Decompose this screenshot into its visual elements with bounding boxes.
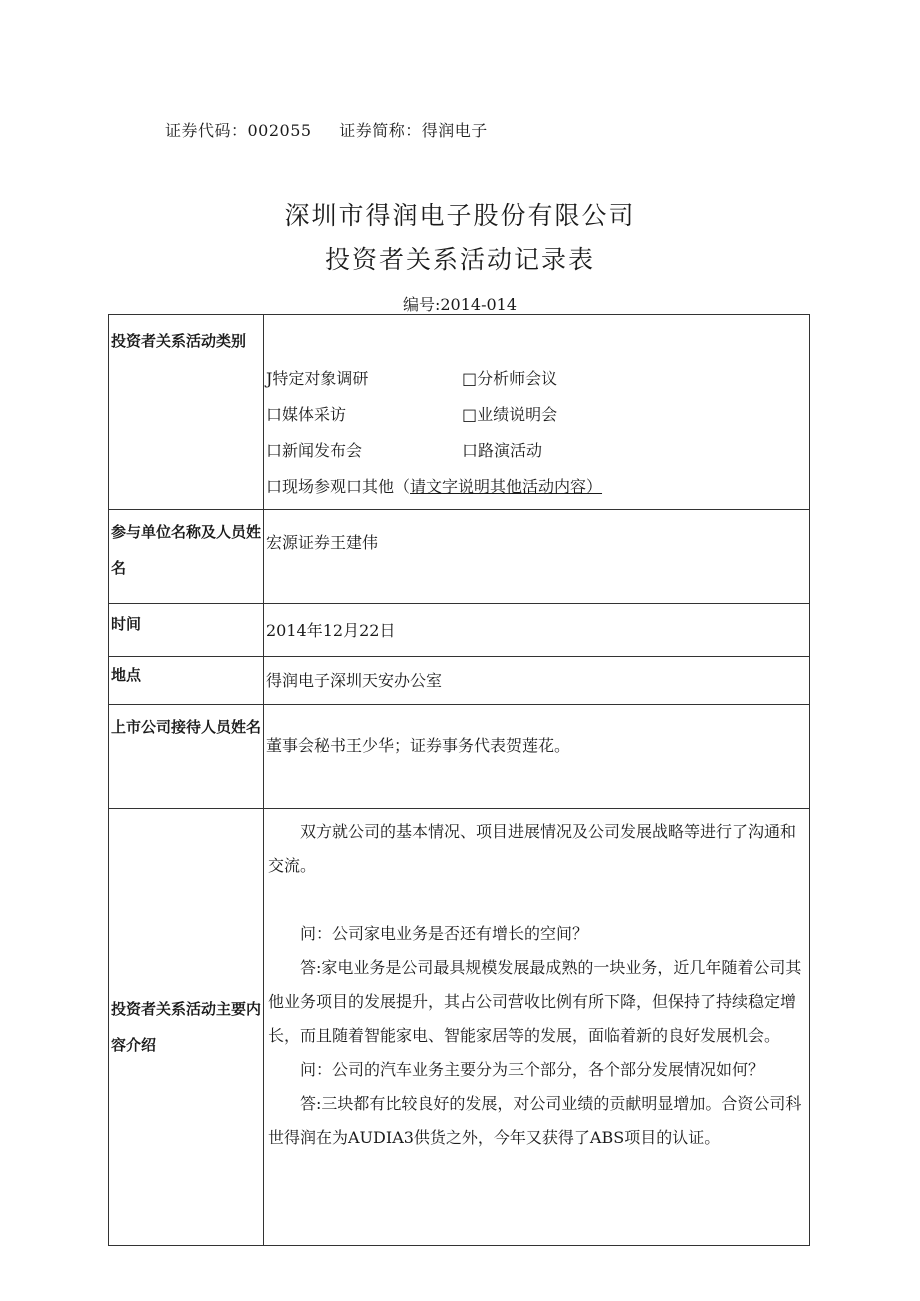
option-media-interview[interactable]: 口媒体采访 — [266, 405, 347, 424]
other-activity-note: 请文字说明其他活动内容） — [410, 477, 603, 496]
activity-record-table — [108, 314, 810, 1246]
location-value: 得润电子深圳天安办公室 — [264, 657, 810, 705]
receptionist-value: 董事会秘书王少华；证券事务代表贺莲花。 — [264, 705, 810, 809]
category-label: 投资者关系活动类别 — [109, 315, 264, 510]
answer-1: 答:家电业务是公司最具规模发展最成熟的一块业务，近几年随着公司其他业务项目的发展提升，其占公司营收比例有所下降，但保持了持续稳定增长，而且随着智能家电、智能家居等的发展，面临着新的良好发展机会。 — [268, 958, 802, 1045]
option-site-visit-other[interactable]: 口现场参观口其他（ — [266, 477, 411, 496]
stock-name: 证券简称：得润电子 — [339, 121, 488, 140]
participants-label: 参与单位名称及人员姓名 — [109, 510, 264, 604]
question-2: 问：公司的汽车业务主要分为三个部分，各个部分发展情况如何？ — [300, 1060, 765, 1079]
answer-2: 答:三块都有比较良好的发展，对公司业绩的贡献明显增加。合资公司科世得润在为AUDIA3供货之外，今年又获得了ABS项目的认证。 — [268, 1094, 802, 1147]
table-row — [109, 510, 810, 604]
receptionist-label: 上市公司接待人员姓名 — [109, 705, 264, 809]
security-info — [165, 118, 510, 141]
option-roadshow[interactable]: 口路演活动 — [462, 441, 543, 460]
time-value: 2014年12月22日 — [264, 604, 810, 657]
option-press-conference[interactable]: 口新闻发布会 — [266, 441, 363, 460]
company-title: 深圳市得润电子股份有限公司 — [284, 201, 636, 230]
question-1: 问：公司家电业务是否还有增长的空间？ — [300, 924, 589, 943]
document-number: 编号:2014-014 — [402, 295, 518, 314]
content-label: 投资者关系活动主要内容介绍 — [109, 809, 264, 1246]
option-specific-research[interactable]: J特定对象调研 — [266, 369, 369, 388]
document-title: 投资者关系活动记录表 — [324, 245, 595, 274]
intro-paragraph: 双方就公司的基本情况、项目进展情况及公司发展战略等进行了沟通和交流。 — [268, 822, 797, 875]
table-row — [109, 809, 810, 1246]
option-analyst-meeting[interactable]: □分析师会议 — [462, 369, 558, 388]
table-row — [109, 604, 810, 657]
location-label: 地点 — [109, 657, 264, 705]
table-row — [109, 315, 810, 510]
table-row — [109, 657, 810, 705]
participants-value: 宏源证券王建伟 — [264, 510, 810, 604]
table-row — [109, 705, 810, 809]
content-cell — [264, 809, 810, 1246]
category-options — [264, 315, 810, 510]
time-label: 时间 — [109, 604, 264, 657]
option-earnings-briefing[interactable]: □业绩说明会 — [462, 405, 558, 424]
stock-code: 证券代码：002055 — [165, 121, 312, 140]
